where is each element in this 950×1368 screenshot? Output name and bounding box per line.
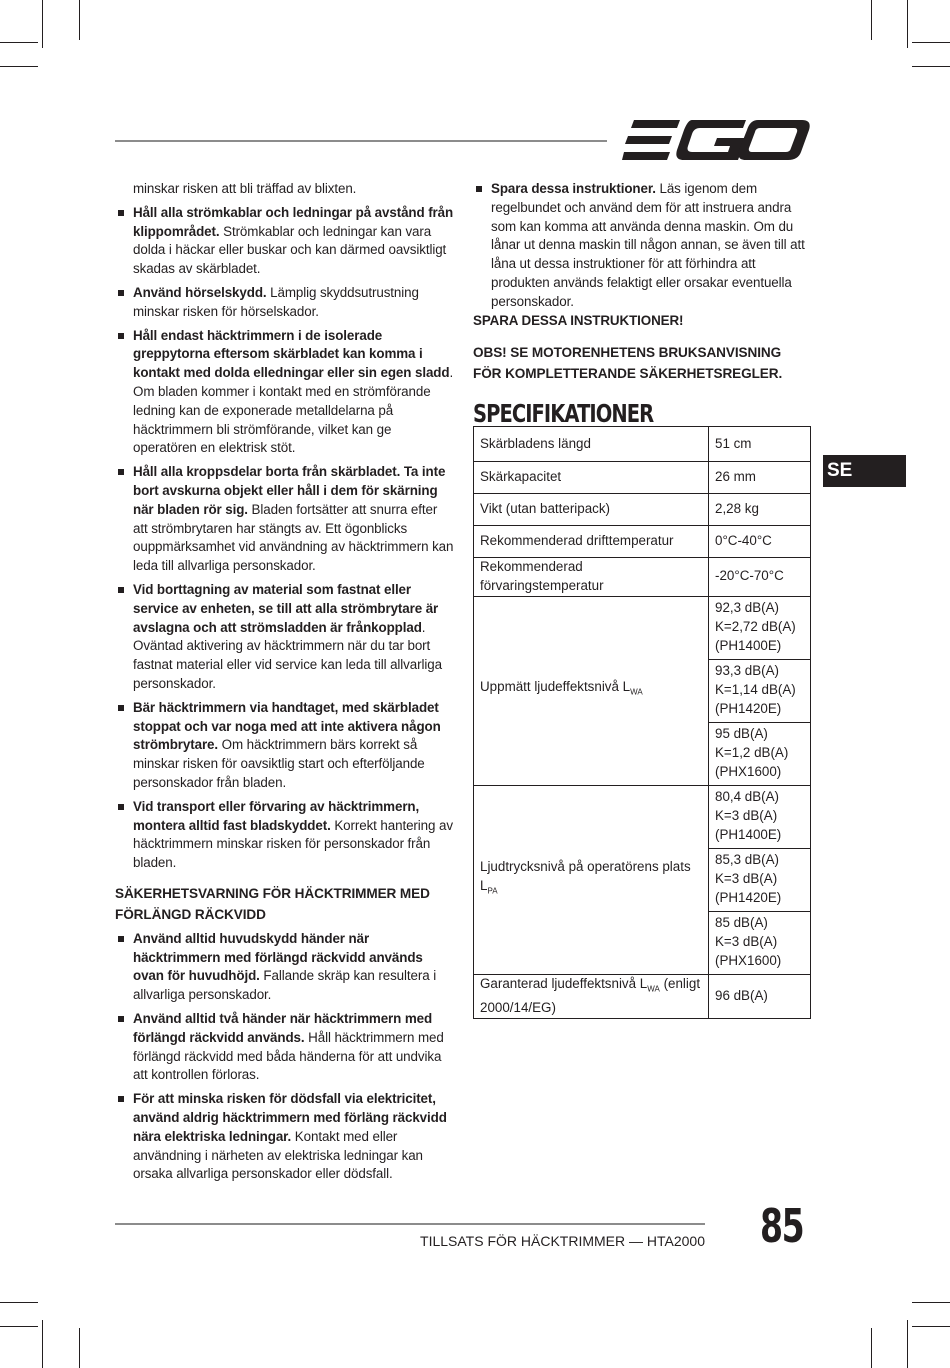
crop-mark: [0, 66, 38, 67]
section-heading: SÄKERHETSVARNING FÖR HÄCKTRIMMER MED FÖRLÄNGD RÄCKVIDD: [115, 885, 430, 922]
right-column: [473, 180, 811, 428]
table-row: [474, 596, 811, 659]
list-item: Håll alla kroppsdelar borta från skärbladet. Ta inte bort avskurna objekt eller håll i dem för skärning när bladen rör sig. Bladen fortsätter att snurra efter att strömbrytaren har stängts av. Ett ögonblicks ouppmärksamhet vid användning av häcktrimmern kan leda till allvarliga personskador.: [115, 463, 455, 576]
spec-value: 26 mm: [709, 462, 811, 494]
spec-value: 85 dB(A) K=3 dB(A) (PHX1600): [709, 911, 811, 974]
crop-mark: [912, 42, 950, 43]
table-row: [474, 974, 811, 1018]
spec-value: 92,3 dB(A) K=2,72 dB(A) (PH1400E): [709, 596, 811, 659]
list-item: Använd alltid två händer när häcktrimmern med förlängd räckvidd används. Håll häcktrimmern med förlängd räckvidd med båda händerna för att undvika att kontrollen förloras.: [115, 1010, 455, 1085]
spec-value: 80,4 dB(A) K=3 dB(A) (PH1400E): [709, 785, 811, 848]
save-instructions-list: [473, 180, 811, 312]
crop-mark: [0, 1302, 38, 1303]
table-row: [474, 558, 811, 597]
spec-label: Garanterad ljudeffektsnivå $L_{WA}$ (enligt 2000/14/EG): [474, 974, 709, 1018]
crop-mark: [912, 66, 950, 67]
crop-mark: [912, 1302, 950, 1303]
spec-value: 93,3 dB(A) K=1,14 dB(A) (PH1420E): [709, 659, 811, 722]
table-row: [474, 526, 811, 558]
extended-reach-list: [115, 930, 455, 1184]
crop-mark: [871, 1328, 872, 1368]
spec-label: Ljudtrycksnivå på operatörens plats $L_{PA}$: [474, 785, 709, 974]
page-number: 85: [760, 1199, 804, 1253]
spec-label: Vikt (utan batteripack): [474, 494, 709, 526]
list-item: Använd alltid huvudskydd händer när häcktrimmern med förlängd räckvidd används ovan för huvudhöjd. Fallande skräp kan resultera i allvarliga personskador.: [115, 930, 455, 1005]
crop-mark: [0, 42, 38, 43]
crop-mark: [42, 1320, 43, 1368]
table-row: [474, 785, 811, 848]
crop-mark: [0, 1326, 38, 1327]
spec-value: 85,3 dB(A) K=3 dB(A) (PH1420E): [709, 848, 811, 911]
spec-label: Rekommenderad drifttemperatur: [474, 526, 709, 558]
crop-mark: [42, 0, 43, 48]
header-rule: [115, 140, 607, 142]
list-item: För att minska risken för dödsfall via elektricitet, använd aldrig häcktrimmern med förläng räckvidd nära elektriska ledningar. Kontakt med eller användning i närheten av elektriska ledningar kan orsaka allvarliga personskador eller dödsfall.: [115, 1090, 455, 1184]
list-item: Spara dessa instruktioner. Läs igenom dem regelbundet och använd dem för att instruera andra som kan komma att använda denna maskin. Om du lånar ut denna maskin till någon annan, se även till att låna ut dessa instruktioner för att förhindra att produkten används felaktigt eller orsakar eventuella personskador.: [473, 180, 811, 312]
list-item: Vid borttagning av material som fastnat eller service av enheten, se till att alla strömbrytare är avslagna och att strömsladden är frånkopplad. Oväntad aktivering av häcktrimmern när du tar bort fastnat material eller vid service kan leda till allvarliga personskador.: [115, 581, 455, 694]
spec-label: Rekommenderad förvaringstemperatur: [474, 558, 709, 597]
left-column: [115, 180, 455, 1184]
table-row: [474, 494, 811, 526]
continuation-text: minskar risken att bli träffad av blixten.: [133, 181, 357, 196]
footer-title: TILLSATS FÖR HÄCKTRIMMER — HTA2000: [420, 1233, 705, 1249]
crop-mark: [907, 0, 908, 48]
list-item: Håll alla strömkablar och ledningar på avstånd från klippområdet. Strömkablar och ledningar kan vara dolda i häckar eller buskar och kan därmed oavsiktligt skadas av skärbladet.: [115, 204, 455, 279]
spec-value: -20°C-70°C: [709, 558, 811, 597]
safety-list: [115, 204, 455, 873]
crop-mark: [79, 0, 80, 40]
spec-label: Skärkapacitet: [474, 462, 709, 494]
footer-rule: [115, 1223, 705, 1225]
spec-label: Uppmätt ljudeffektsnivå $L_{WA}$: [474, 596, 709, 785]
list-item: Bär häcktrimmern via handtaget, med skärbladet stoppat och var noga med att inte aktivera någon strömbrytare. Om häcktrimmern bärs korrekt så minskar risken för oavsiktlig start och efterföljande personskador från bladen.: [115, 699, 455, 793]
table-row: [474, 462, 811, 494]
spec-value: 2,28 kg: [709, 494, 811, 526]
save-instructions-line: SPARA DESSA INSTRUKTIONER!: [473, 312, 684, 328]
crop-mark: [912, 1326, 950, 1327]
spec-value: 51 cm: [709, 427, 811, 462]
specifications-table: [473, 426, 811, 1019]
spec-value: 95 dB(A) K=1,2 dB(A) (PHX1600): [709, 722, 811, 785]
crop-mark: [871, 0, 872, 40]
table-row: [474, 427, 811, 462]
list-item: Vid transport eller förvaring av häcktrimmern, montera alltid fast bladskyddet. Korrekt hantering av häcktrimmern minskar risken för personskador från bladen.: [115, 798, 455, 873]
spec-value: 96 dB(A): [709, 974, 811, 1018]
crop-mark: [907, 1320, 908, 1368]
list-item: Använd hörselskydd. Lämplig skyddsutrustning minskar risken för hörselskador.: [115, 284, 455, 322]
specifications-title: SPECIFIKATIONER: [473, 399, 654, 429]
spec-value: 0°C-40°C: [709, 526, 811, 558]
list-item: Håll endast häcktrimmern i de isolerade greppytorna eftersom skärbladet kan komma i kontakt med dolda elledningar eller sin egen sladd. Om bladen kommer i kontakt med en strömförande ledning kan de exponerade metalldelarna på häcktrimmern bli strömförande, vilket kan ge operatören en elektrisk stöt.: [115, 327, 455, 459]
ego-logo: [622, 118, 810, 162]
crop-mark: [79, 1328, 80, 1368]
language-tab: SE: [823, 455, 906, 487]
obs-notice: OBS! SE MOTORENHETENS BRUKSANVISNING FÖR KOMPLETTERANDE SÄKERHETSREGLER.: [473, 345, 783, 382]
spec-label: Skärbladens längd: [474, 427, 709, 462]
